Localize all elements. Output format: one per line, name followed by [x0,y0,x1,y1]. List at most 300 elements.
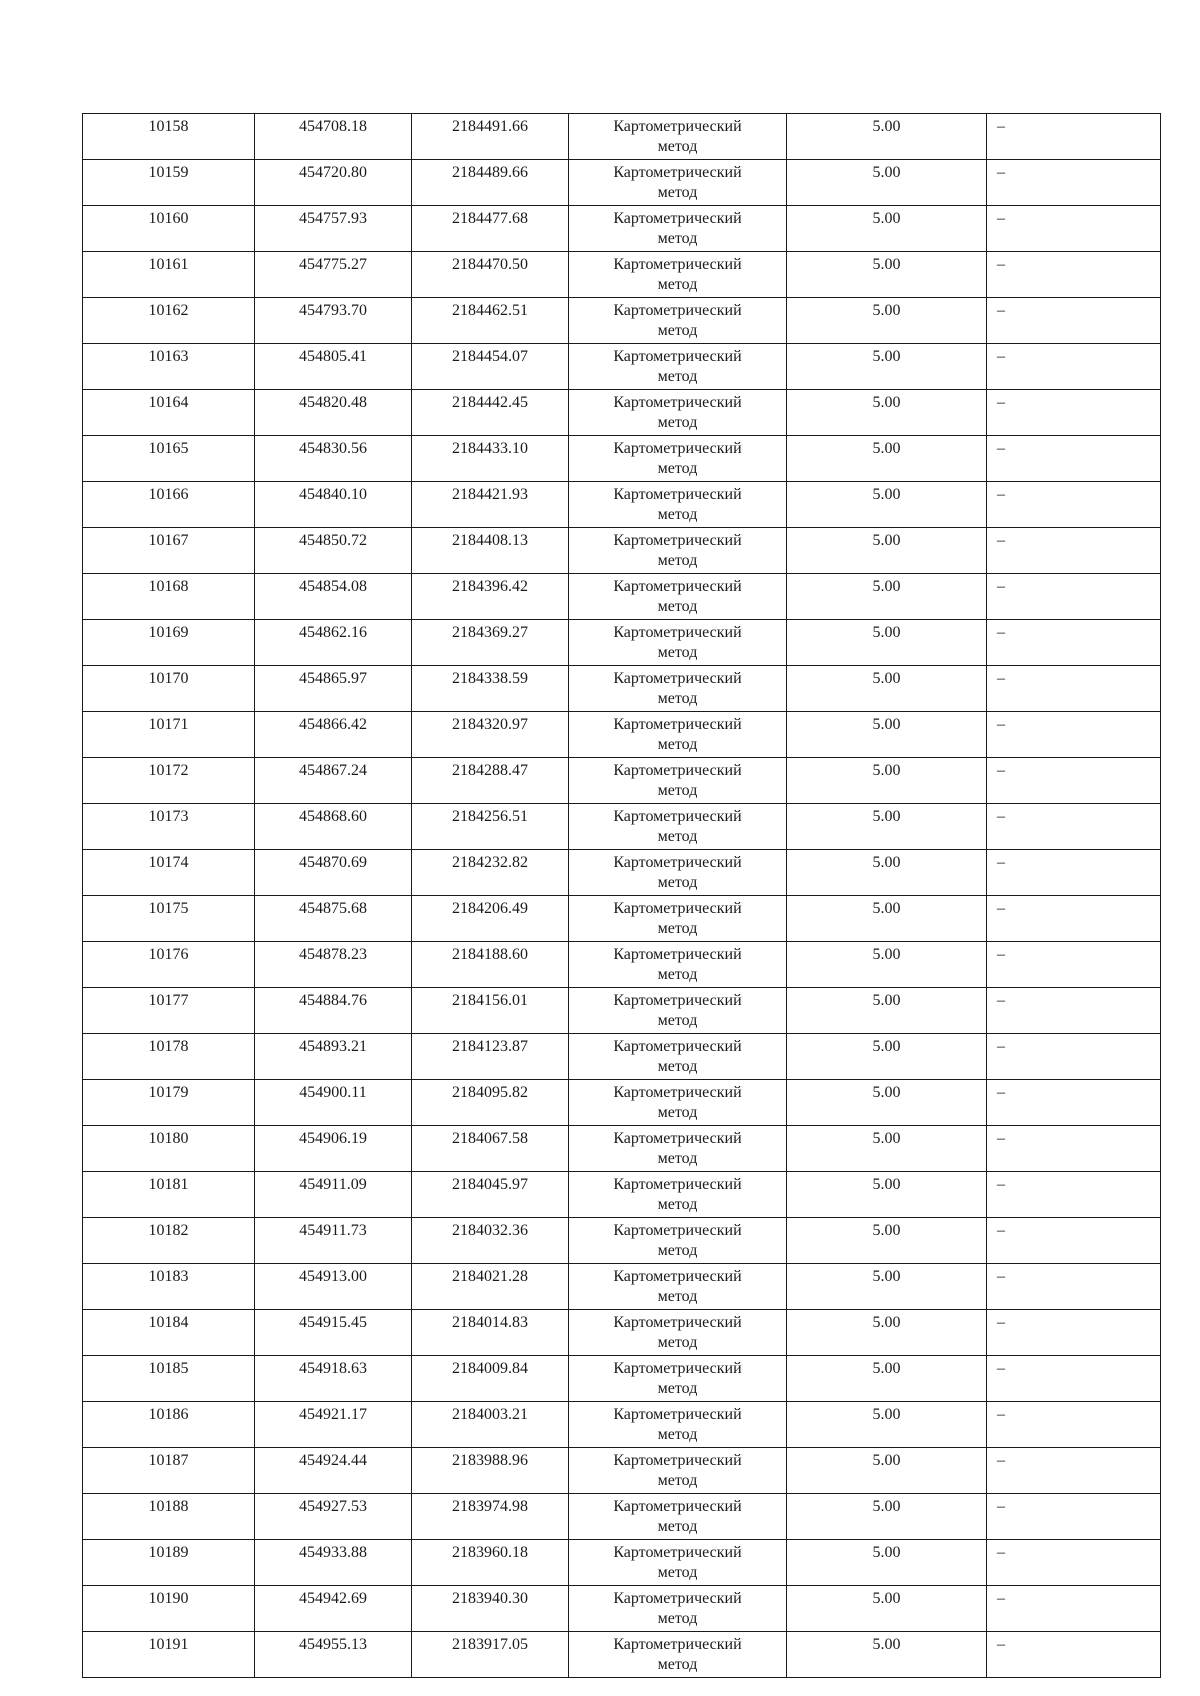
method-line-1: Картометрический [613,1176,742,1193]
method-line-2: метод [657,1472,698,1489]
note-cell: – [987,1218,1161,1264]
accuracy-cell: 5.00 [787,390,987,436]
accuracy-cell: 5.00 [787,574,987,620]
method-line-1: Картометрический [613,1636,742,1653]
method-cell [569,1494,787,1540]
x-coordinate-cell: 454911.09 [255,1172,412,1218]
accuracy-cell: 5.00 [787,1218,987,1264]
x-coordinate-cell: 454884.76 [255,988,412,1034]
point-number-cell: 10163 [83,344,255,390]
x-coordinate-cell: 454933.88 [255,1540,412,1586]
note-cell: – [987,1264,1161,1310]
x-coordinate-cell: 454878.23 [255,942,412,988]
x-coordinate-cell: 454850.72 [255,528,412,574]
method-cell [569,482,787,528]
x-coordinate-cell: 454875.68 [255,896,412,942]
method-line-1: Картометрический [613,854,742,871]
method-cell [569,252,787,298]
method-line-1: Картометрический [613,716,742,733]
x-coordinate-cell: 454865.97 [255,666,412,712]
method-line-2: метод [657,1610,698,1627]
point-number-cell: 10158 [83,114,255,160]
accuracy-cell: 5.00 [787,1632,987,1678]
y-coordinate-cell: 2184477.68 [412,206,569,252]
x-coordinate-cell: 454793.70 [255,298,412,344]
accuracy-cell: 5.00 [787,1126,987,1172]
method-line-2: метод [657,690,698,707]
point-number-cell: 10185 [83,1356,255,1402]
note-cell: – [987,1632,1161,1678]
x-coordinate-cell: 454921.17 [255,1402,412,1448]
method-cell [569,114,787,160]
note-cell: – [987,1172,1161,1218]
x-coordinate-cell: 454757.93 [255,206,412,252]
method-cell [569,1632,787,1678]
point-number-cell: 10168 [83,574,255,620]
point-number-cell: 10177 [83,988,255,1034]
method-line-2: метод [657,552,698,569]
method-line-1: Картометрический [613,256,742,273]
accuracy-cell: 5.00 [787,1494,987,1540]
table-row [83,1448,1161,1494]
table-row [83,850,1161,896]
method-cell [569,298,787,344]
method-line-1: Картометрический [613,900,742,917]
accuracy-cell: 5.00 [787,804,987,850]
method-line-2: метод [657,1150,698,1167]
x-coordinate-cell: 454854.08 [255,574,412,620]
method-cell [569,850,787,896]
accuracy-cell: 5.00 [787,666,987,712]
y-coordinate-cell: 2183940.30 [412,1586,569,1632]
x-coordinate-cell: 454805.41 [255,344,412,390]
note-cell: – [987,1586,1161,1632]
point-number-cell: 10161 [83,252,255,298]
point-number-cell: 10186 [83,1402,255,1448]
note-cell: – [987,160,1161,206]
note-cell: – [987,298,1161,344]
note-cell: – [987,114,1161,160]
x-coordinate-cell: 454708.18 [255,114,412,160]
method-line-1: Картометрический [613,1038,742,1055]
method-cell [569,712,787,758]
accuracy-cell: 5.00 [787,1034,987,1080]
point-number-cell: 10182 [83,1218,255,1264]
y-coordinate-cell: 2184123.87 [412,1034,569,1080]
x-coordinate-cell: 454720.80 [255,160,412,206]
method-line-1: Картометрический [613,486,742,503]
method-line-1: Картометрический [613,532,742,549]
accuracy-cell: 5.00 [787,298,987,344]
y-coordinate-cell: 2184369.27 [412,620,569,666]
note-cell: – [987,988,1161,1034]
point-number-cell: 10160 [83,206,255,252]
note-cell: – [987,1494,1161,1540]
note-cell: – [987,436,1161,482]
accuracy-cell: 5.00 [787,1310,987,1356]
method-cell [569,344,787,390]
table-row [83,1264,1161,1310]
point-number-cell: 10162 [83,298,255,344]
method-cell [569,390,787,436]
y-coordinate-cell: 2183974.98 [412,1494,569,1540]
x-coordinate-cell: 454867.24 [255,758,412,804]
method-cell [569,1264,787,1310]
table-row [83,1356,1161,1402]
table-row [83,1126,1161,1172]
x-coordinate-cell: 454866.42 [255,712,412,758]
x-coordinate-cell: 454820.48 [255,390,412,436]
accuracy-cell: 5.00 [787,1448,987,1494]
table-row [83,160,1161,206]
method-cell [569,1126,787,1172]
method-cell [569,1402,787,1448]
point-number-cell: 10171 [83,712,255,758]
method-line-1: Картометрический [613,1544,742,1561]
accuracy-cell: 5.00 [787,1586,987,1632]
table-row [83,574,1161,620]
method-line-2: метод [657,368,698,385]
y-coordinate-cell: 2183917.05 [412,1632,569,1678]
point-number-cell: 10191 [83,1632,255,1678]
point-number-cell: 10179 [83,1080,255,1126]
method-line-1: Картометрический [613,624,742,641]
note-cell: – [987,666,1161,712]
method-line-2: метод [657,322,698,339]
point-number-cell: 10174 [83,850,255,896]
method-cell [569,160,787,206]
table-row [83,344,1161,390]
table-row [83,252,1161,298]
table-row [83,528,1161,574]
table-row [83,666,1161,712]
table-row [83,1172,1161,1218]
method-line-2: метод [657,1196,698,1213]
x-coordinate-cell: 454900.11 [255,1080,412,1126]
x-coordinate-cell: 454862.16 [255,620,412,666]
method-line-2: метод [657,598,698,615]
method-line-1: Картометрический [613,118,742,135]
y-coordinate-cell: 2184288.47 [412,758,569,804]
table-row [83,1540,1161,1586]
method-line-2: метод [657,828,698,845]
method-line-1: Картометрический [613,1452,742,1469]
y-coordinate-cell: 2184206.49 [412,896,569,942]
table-row [83,482,1161,528]
method-cell [569,620,787,666]
x-coordinate-cell: 454840.10 [255,482,412,528]
point-number-cell: 10190 [83,1586,255,1632]
method-cell [569,436,787,482]
method-cell [569,666,787,712]
method-line-1: Картометрический [613,808,742,825]
table-row [83,206,1161,252]
x-coordinate-cell: 454918.63 [255,1356,412,1402]
method-line-2: метод [657,138,698,155]
table-row [83,1402,1161,1448]
table-row [83,1586,1161,1632]
x-coordinate-cell: 454906.19 [255,1126,412,1172]
method-line-1: Картометрический [613,1130,742,1147]
note-cell: – [987,1402,1161,1448]
method-cell [569,1356,787,1402]
method-line-2: метод [657,1334,698,1351]
y-coordinate-cell: 2184408.13 [412,528,569,574]
note-cell: – [987,1080,1161,1126]
note-cell: – [987,1126,1161,1172]
point-number-cell: 10188 [83,1494,255,1540]
table-row [83,390,1161,436]
method-line-2: метод [657,1380,698,1397]
method-line-2: метод [657,782,698,799]
point-number-cell: 10170 [83,666,255,712]
accuracy-cell: 5.00 [787,1402,987,1448]
method-line-1: Картометрический [613,164,742,181]
table-row [83,804,1161,850]
x-coordinate-cell: 454955.13 [255,1632,412,1678]
note-cell: – [987,1310,1161,1356]
note-cell: – [987,1034,1161,1080]
method-line-2: метод [657,966,698,983]
y-coordinate-cell: 2184232.82 [412,850,569,896]
note-cell: – [987,206,1161,252]
accuracy-cell: 5.00 [787,896,987,942]
table-row [83,114,1161,160]
method-cell [569,206,787,252]
point-number-cell: 10165 [83,436,255,482]
table-row [83,620,1161,666]
accuracy-cell: 5.00 [787,482,987,528]
accuracy-cell: 5.00 [787,1172,987,1218]
y-coordinate-cell: 2184021.28 [412,1264,569,1310]
method-line-2: метод [657,506,698,523]
method-cell [569,988,787,1034]
method-cell [569,1586,787,1632]
x-coordinate-cell: 454830.56 [255,436,412,482]
method-line-2: метод [657,414,698,431]
table-row [83,436,1161,482]
point-number-cell: 10169 [83,620,255,666]
y-coordinate-cell: 2184454.07 [412,344,569,390]
method-line-1: Картометрический [613,1314,742,1331]
method-line-1: Картометрический [613,1084,742,1101]
method-line-1: Картометрический [613,394,742,411]
method-line-1: Картометрический [613,1360,742,1377]
table-row [83,988,1161,1034]
point-number-cell: 10189 [83,1540,255,1586]
accuracy-cell: 5.00 [787,114,987,160]
method-line-1: Картометрический [613,1222,742,1239]
accuracy-cell: 5.00 [787,942,987,988]
table-row [83,1310,1161,1356]
y-coordinate-cell: 2184067.58 [412,1126,569,1172]
point-number-cell: 10183 [83,1264,255,1310]
accuracy-cell: 5.00 [787,850,987,896]
method-line-1: Картометрический [613,670,742,687]
method-line-2: метод [657,736,698,753]
method-line-1: Картометрический [613,440,742,457]
table-row [83,1034,1161,1080]
method-line-1: Картометрический [613,946,742,963]
y-coordinate-cell: 2184433.10 [412,436,569,482]
table-row [83,896,1161,942]
note-cell: – [987,344,1161,390]
x-coordinate-cell: 454927.53 [255,1494,412,1540]
accuracy-cell: 5.00 [787,436,987,482]
point-number-cell: 10176 [83,942,255,988]
note-cell: – [987,252,1161,298]
point-number-cell: 10172 [83,758,255,804]
y-coordinate-cell: 2184462.51 [412,298,569,344]
method-cell [569,1448,787,1494]
note-cell: – [987,574,1161,620]
y-coordinate-cell: 2184032.36 [412,1218,569,1264]
y-coordinate-cell: 2184188.60 [412,942,569,988]
table-row [83,1632,1161,1678]
y-coordinate-cell: 2184014.83 [412,1310,569,1356]
method-line-2: метод [657,230,698,247]
method-line-2: метод [657,874,698,891]
y-coordinate-cell: 2184421.93 [412,482,569,528]
y-coordinate-cell: 2184003.21 [412,1402,569,1448]
method-line-2: метод [657,1058,698,1075]
point-number-cell: 10181 [83,1172,255,1218]
note-cell: – [987,1356,1161,1402]
method-line-2: метод [657,1012,698,1029]
method-line-1: Картометрический [613,762,742,779]
x-coordinate-cell: 454915.45 [255,1310,412,1356]
method-line-1: Картометрический [613,1498,742,1515]
method-line-1: Картометрический [613,992,742,1009]
method-line-1: Картометрический [613,348,742,365]
y-coordinate-cell: 2184009.84 [412,1356,569,1402]
method-line-1: Картометрический [613,1406,742,1423]
table-row [83,758,1161,804]
method-cell [569,528,787,574]
point-number-cell: 10159 [83,160,255,206]
method-line-2: метод [657,644,698,661]
method-line-2: метод [657,1426,698,1443]
x-coordinate-cell: 454911.73 [255,1218,412,1264]
method-cell [569,758,787,804]
method-line-2: метод [657,460,698,477]
method-cell [569,1034,787,1080]
method-cell [569,1218,787,1264]
y-coordinate-cell: 2184256.51 [412,804,569,850]
note-cell: – [987,390,1161,436]
accuracy-cell: 5.00 [787,1264,987,1310]
y-coordinate-cell: 2184489.66 [412,160,569,206]
note-cell: – [987,942,1161,988]
x-coordinate-cell: 454924.44 [255,1448,412,1494]
method-line-2: метод [657,920,698,937]
point-number-cell: 10167 [83,528,255,574]
method-line-1: Картометрический [613,210,742,227]
point-number-cell: 10173 [83,804,255,850]
method-line-1: Картометрический [613,1590,742,1607]
note-cell: – [987,528,1161,574]
table-row [83,1218,1161,1264]
method-line-2: метод [657,1288,698,1305]
method-cell [569,804,787,850]
x-coordinate-cell: 454868.60 [255,804,412,850]
accuracy-cell: 5.00 [787,988,987,1034]
note-cell: – [987,896,1161,942]
point-number-cell: 10184 [83,1310,255,1356]
method-cell [569,1540,787,1586]
y-coordinate-cell: 2184470.50 [412,252,569,298]
y-coordinate-cell: 2184338.59 [412,666,569,712]
y-coordinate-cell: 2184396.42 [412,574,569,620]
y-coordinate-cell: 2184442.45 [412,390,569,436]
note-cell: – [987,1540,1161,1586]
method-cell [569,574,787,620]
y-coordinate-cell: 2184320.97 [412,712,569,758]
method-line-2: метод [657,1104,698,1121]
note-cell: – [987,1448,1161,1494]
accuracy-cell: 5.00 [787,160,987,206]
method-line-2: метод [657,1564,698,1581]
point-number-cell: 10166 [83,482,255,528]
accuracy-cell: 5.00 [787,620,987,666]
accuracy-cell: 5.00 [787,252,987,298]
table-body [83,114,1161,1678]
note-cell: – [987,712,1161,758]
y-coordinate-cell: 2184045.97 [412,1172,569,1218]
accuracy-cell: 5.00 [787,1080,987,1126]
y-coordinate-cell: 2184491.66 [412,114,569,160]
y-coordinate-cell: 2183960.18 [412,1540,569,1586]
method-line-1: Картометрический [613,578,742,595]
note-cell: – [987,758,1161,804]
table-row [83,942,1161,988]
accuracy-cell: 5.00 [787,1540,987,1586]
x-coordinate-cell: 454870.69 [255,850,412,896]
table-row [83,1080,1161,1126]
method-line-2: метод [657,1242,698,1259]
method-line-1: Картометрический [613,1268,742,1285]
point-number-cell: 10180 [83,1126,255,1172]
note-cell: – [987,482,1161,528]
x-coordinate-cell: 454893.21 [255,1034,412,1080]
accuracy-cell: 5.00 [787,1356,987,1402]
table-row [83,298,1161,344]
note-cell: – [987,620,1161,666]
table-row [83,712,1161,758]
point-number-cell: 10178 [83,1034,255,1080]
method-line-2: метод [657,1518,698,1535]
method-cell [569,1310,787,1356]
method-cell [569,1172,787,1218]
y-coordinate-cell: 2184095.82 [412,1080,569,1126]
method-cell [569,896,787,942]
method-line-2: метод [657,184,698,201]
method-cell [569,1080,787,1126]
accuracy-cell: 5.00 [787,758,987,804]
accuracy-cell: 5.00 [787,712,987,758]
note-cell: – [987,850,1161,896]
method-line-1: Картометрический [613,302,742,319]
y-coordinate-cell: 2183988.96 [412,1448,569,1494]
method-line-2: метод [657,1656,698,1673]
accuracy-cell: 5.00 [787,344,987,390]
method-line-2: метод [657,276,698,293]
y-coordinate-cell: 2184156.01 [412,988,569,1034]
note-cell: – [987,804,1161,850]
point-number-cell: 10164 [83,390,255,436]
x-coordinate-cell: 454775.27 [255,252,412,298]
point-number-cell: 10175 [83,896,255,942]
